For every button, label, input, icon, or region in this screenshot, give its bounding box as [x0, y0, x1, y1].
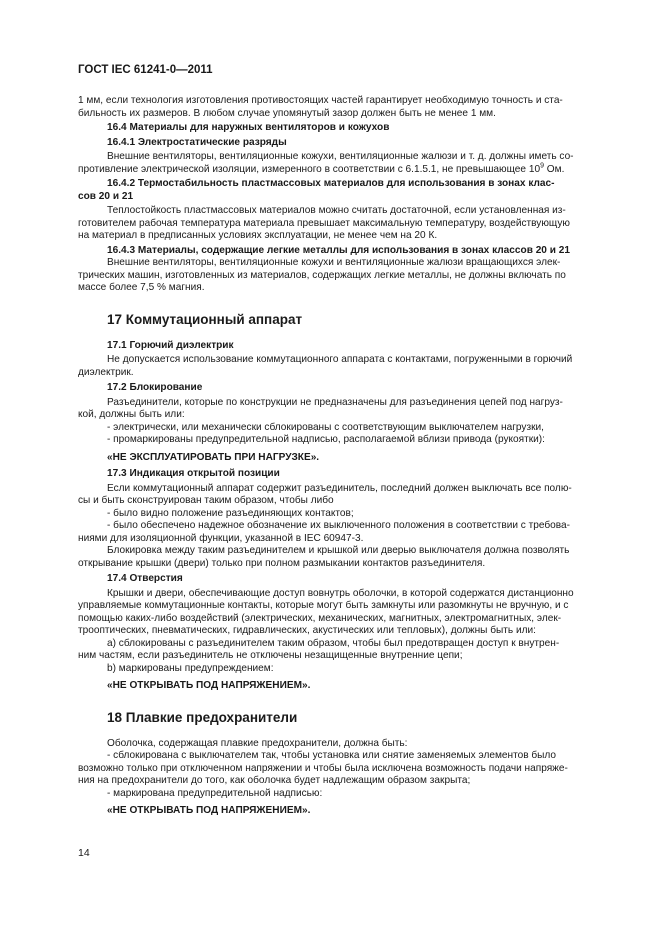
list-item: - сблокирована с выключателем так, чтобы установка или снятие заменяемых элементов было: [107, 750, 557, 761]
section-heading-17-3: 17.3 Индикация открытой позиции: [107, 468, 280, 479]
paragraph-line: Крышки и двери, обеспечивающие доступ вовнутрь оболочки, в которой содержатся дистанционно: [107, 587, 574, 599]
section-heading-17-2: 17.2 Блокирование: [107, 382, 203, 393]
paragraph-line: трических машин, изготовленных из материалов, содержащих легкие металлы, не должны включать по: [78, 269, 566, 281]
warning-label: «НЕ ОТКРЫВАТЬ ПОД НАПРЯЖЕНИЕМ».: [107, 680, 311, 691]
section-heading-16-4: 16.4 Материалы для наружных вентиляторов и кожухов: [107, 122, 390, 133]
paragraph-line: Внешние вентиляторы, вентиляционные кожухи, вентиляционные жалюзи и т. д. должны иметь со-: [107, 151, 574, 162]
paragraph-line: массе более 7,5 % магния.: [78, 282, 205, 293]
list-item: - промаркированы предупредительной надписью, располагаемой вблизи привода (рукоятки):: [107, 434, 545, 445]
paragraph-line: открывание крышки (двери) только при полном размыкании контактов разъединителя.: [78, 557, 486, 569]
paragraph-line: готовителем рабочая температура материала превышает максимальную температуру, воздействующую: [78, 217, 570, 229]
page-body: [78, 95, 613, 822]
list-item: b) маркированы предупреждением:: [107, 662, 274, 674]
section-heading-16-4-3: 16.4.3 Материалы, содержащие легкие металлы для использования в зонах классов 20 и 21: [107, 244, 570, 256]
paragraph-line: Блокировка между таким разъединителем и крышкой или дверью выключателя должна позволять: [107, 545, 570, 556]
list-item: a) сблокированы с разъединителем таким образом, чтобы был предотвращен доступ к внутрен-: [107, 637, 560, 649]
paragraph-line: сы и быть сконструирован таким образом, чтобы либо: [78, 495, 334, 506]
paragraph-line: Не допускается использование коммутационного аппарата с контактами, погруженными в горючий: [107, 354, 573, 365]
paragraph-line: Если коммутационный аппарат содержит разъединитель, последний должен выключать все полю-: [107, 482, 572, 494]
list-item: - электрически, или механически сблокированы с соответствующим выключателем нагрузки,: [107, 421, 544, 433]
paragraph-line: ниями для изоляционной функции, указанной в IEC 60947-3.: [78, 532, 364, 544]
list-item: - маркирована предупредительной надписью:: [107, 787, 323, 799]
list-item: - было видно положение разъединяющих контактов;: [107, 507, 354, 519]
paragraph-line: управляемые коммутационные контакты, которые могут быть замкнуты или разомкнуты не вручную, и с: [78, 600, 569, 611]
paragraph-line: кой, должны быть или:: [78, 409, 185, 420]
warning-label: «НЕ ОТКРЫВАТЬ ПОД НАПРЯЖЕНИЕМ».: [107, 805, 311, 816]
paragraph-line: возможно только при отключенном напряжении и чтобы была исключена возможность подачи напряже-: [78, 762, 568, 774]
paragraph-line: Оболочка, содержащая плавкие предохранители, должна быть:: [107, 737, 408, 749]
section-heading-16-4-1: 16.4.1 Электростатические разряды: [107, 136, 287, 148]
page-number: 14: [78, 847, 90, 859]
paragraph-line: Разъединители, которые по конструкции не предназначены для разъединения цепей под нагруз-: [107, 396, 563, 408]
paragraph-line: Внешние вентиляторы, вентиляционные кожухи и вентиляционные жалюзи вращающихся элек-: [107, 257, 561, 268]
chapter-heading-18: 18 Плавкие предохранители: [107, 709, 298, 725]
section-heading-16-4-2: 16.4.2 Термостабильность пластмассовых материалов для использования в зонах клас-: [107, 178, 555, 189]
paragraph-line: ния на предохранители до того, как оболочка будет надлежащим образом закрыта;: [78, 775, 471, 786]
paragraph-line: противление электрической изоляции, измеренного в соответствии с 6.1.5.1, не превышающее $10^9$ Ом.: [78, 162, 565, 175]
paragraph-line: диэлектрик.: [78, 366, 134, 378]
paragraph-line: Теплостойкость пластмассовых материалов можно считать достаточной, если установленная из-: [107, 205, 566, 216]
chapter-heading-17: 17 Коммутационный аппарат: [107, 311, 303, 327]
paragraph-line: трооптических, пневматических, гидравлических, акустических или тепловых), должны быть или:: [78, 625, 536, 636]
paragraph-line: 1 мм, если технология изготовления противостоящих частей гарантирует необходимую точность и ста-: [78, 95, 563, 106]
paragraph-line: бильность их размеров. В любом случае упомянутый зазор должен быть не менее 1 мм.: [78, 107, 496, 119]
document-header: ГОСТ IEC 61241-0—2011: [78, 64, 213, 76]
section-heading-17-4: 17.4 Отверстия: [107, 573, 183, 584]
section-heading-17-1: 17.1 Горючий диэлектрик: [107, 339, 234, 351]
warning-label: «НЕ ЭКСПЛУАТИРОВАТЬ ПРИ НАГРУЗКЕ».: [107, 451, 320, 463]
paragraph-line: ним частям, если разъединитель не отключены незащищенные внутренние цепи;: [78, 650, 463, 661]
list-item: - было обеспечено надежное обозначение их выключенного положения в соответствии с требова-: [107, 520, 571, 531]
paragraph-line: помощью каких-либо воздействий (электрических, механических, магнитных, электромагнитных, элек-: [78, 612, 562, 624]
section-heading-16-4-2-cont: сов 20 и 21: [78, 190, 134, 202]
paragraph-line: на материал в предписанных условиях эксплуатации, не менее чем на 20 К.: [78, 230, 438, 241]
